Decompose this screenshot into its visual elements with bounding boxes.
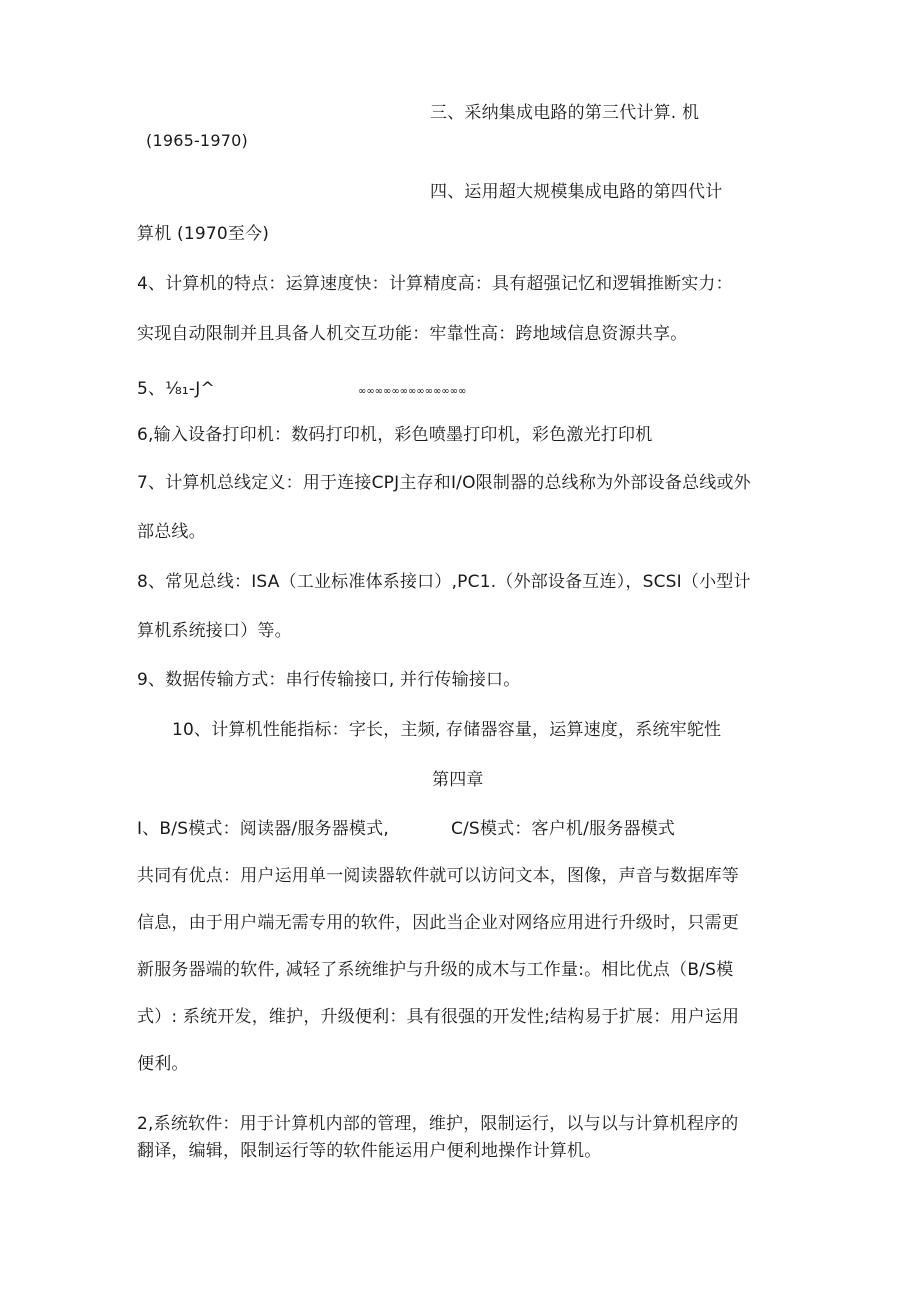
text-line: 4、计算机的特点：运算速度快：计算精度高：具有超强记忆和逻辑推断实力： xyxy=(137,274,733,294)
text-line: 实现自动限制并且具备人机交互功能：牢靠性高：跨地域信息资源共享。 xyxy=(137,324,688,344)
text-line: 9、数据传输方式：串行传输接口, 并行传输接口。 xyxy=(137,670,521,690)
text-line: (1965-1970) xyxy=(146,131,248,150)
text-line xyxy=(137,817,675,841)
text-line: 三、采纳集成电路的第三代计算. 机 xyxy=(430,103,700,123)
text-line: 新服务器端的软件, 减轻了系统维护与升级的成木与工作量:。相比优点（B/S模 xyxy=(137,960,734,980)
text-line: 便利。 xyxy=(137,1054,189,1074)
text-line: 2,系统软件：用于计算机内部的管理，维护，限制运行，以与以与计算机程序的 xyxy=(137,1114,739,1134)
text-line: 算机 (1970至今) xyxy=(137,224,270,244)
garbled-symbols: ∞∞∞∞∞∞∞∞∞∞∞∞∞ xyxy=(358,386,467,397)
text-line: 7、计算机总线定义：用于连接CPJ主存和I/O限制器的总线称为外部设备总线或外 xyxy=(137,473,751,493)
cs-mode-text: C/S模式：客户机/服务器模式 xyxy=(450,819,676,839)
text-line: 部总线。 xyxy=(137,522,206,542)
text-line-garbled xyxy=(137,377,215,401)
text-line: 四、运用超大规模集成电路的第四代计 xyxy=(430,182,723,202)
text-line: 式）: 系统开发，维护，升级便利：具有很强的开发性;结构易于扩展：用户运用 xyxy=(137,1007,740,1027)
bs-mode-text: I、B/S模式：阅读器/服务器模式, xyxy=(137,819,389,839)
text-line: 共同有优点：用户运用单一阅读器软件就可以访问文本，图像，声音与数据库等 xyxy=(137,866,739,886)
text-line: 算机系统接口）等。 xyxy=(137,621,292,641)
text-line: 信息，由于用户端无需专用的软件，因此当企业对网络应用进行升级时，只需更 xyxy=(137,913,739,933)
garbled-heading: 5、⅛₁-J^ xyxy=(137,379,215,399)
text-line: 8、常见总线：ISA（工业标准体系接口）,PC1.（外部设备互连），SCSI（小型计 xyxy=(137,572,751,592)
text-line: 6,输入设备打印机：数码打印机，彩色喷墨打印机，彩色激光打印机 xyxy=(137,425,653,445)
text-line: 10、计算机性能指标：字长，主频, 存储器容量，运算速度，系统牢鸵性 xyxy=(172,720,722,740)
text-line: 翻译，编辑，限制运行等的软件能运用户便利地操作计算机。 xyxy=(137,1141,602,1161)
chapter-heading: 第四章 xyxy=(432,770,484,790)
